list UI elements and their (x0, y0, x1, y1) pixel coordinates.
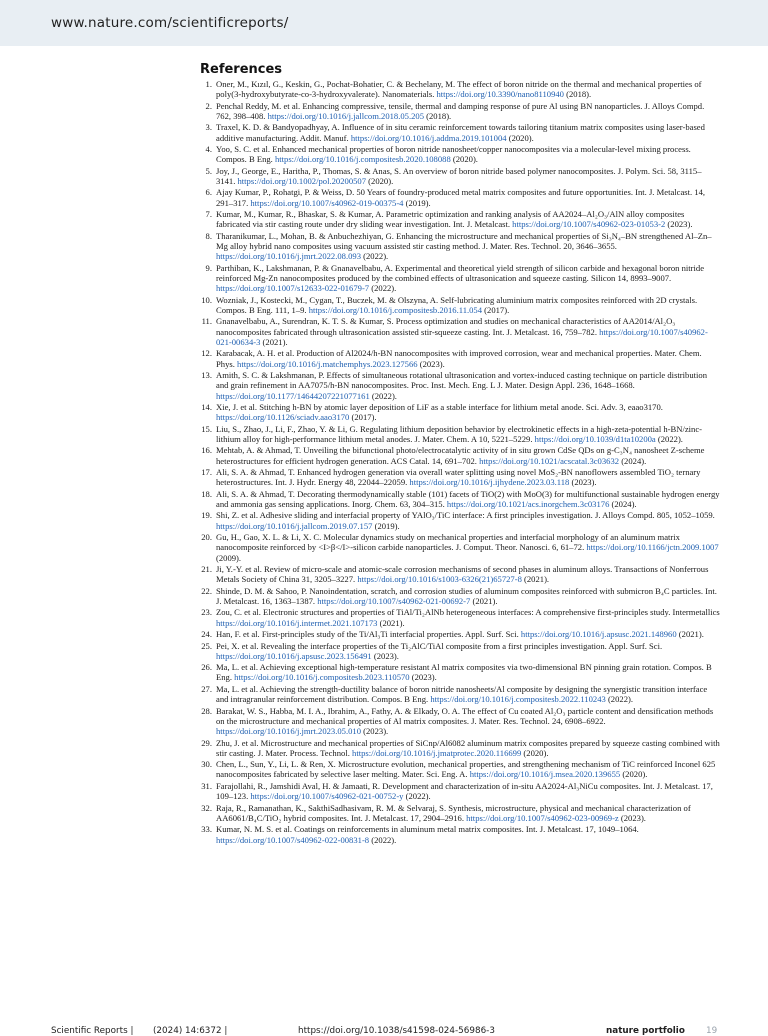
reference-text: Ajay Kumar, P., Rohatgi, P. & Weiss, D. 50 Years of foundry-produced metal matrix composites and future opportunities. Int. J. Metalcast. 14, 291–317. (216, 187, 706, 208)
reference-text: Kumar, M., Kumar, R., Bhaskar, S. & Kumar, A. Parametric optimization and ranking analysis of AA2024–Al₂O₃/AlN alloy composites fabricated via stir casting route under dry sliding wear investigation. Int. J. Metalcast. (216, 209, 685, 230)
reference-number: 13. (201, 370, 212, 380)
reference-doi-link[interactable]: https://doi.org/10.1007/s40962-021-00752-y (250, 791, 404, 802)
reference-number: 6. (205, 187, 212, 198)
reference-text: Ali, S. A. & Ahmad, T. Enhanced hydrogen generation via overall water splitting using novel MoS₂-BN nanoflowers assembled TiO₂ ternary heterostructures. Int. J. Hydr. Energy 48, 22044–22059. (216, 467, 701, 488)
reference-year: (2021). (676, 629, 704, 640)
reference-text: Kumar, N. M. S. et al. Coatings on reinforcements in aluminum metal matrix composites. Int. J. Metalcast. 17, 1049–1064. (216, 824, 639, 835)
reference-text: Zou, C. et al. Electronic structures and properties of TiAl/Ti₂AlNb heterogeneous interfaces: A comprehensive first-principles study. Intermetallics (216, 607, 720, 618)
reference-item (200, 586, 720, 607)
reference-number: 4. (205, 144, 212, 155)
reference-text: Shinde, D. M. & Sahoo, P. Nanoindentation, scratch, and corrosion studies of aluminum composites reinforced with submicron B₄C particles. Int. J. Metalcast. 16, 1363–1387. (216, 585, 717, 606)
reference-item (200, 510, 720, 531)
reference-doi-link[interactable]: https://doi.org/10.1007/s40962-022-00831-8 (216, 834, 370, 845)
reference-number: 21. (201, 564, 212, 574)
reference-item (200, 467, 720, 488)
reference-item (200, 532, 720, 563)
reference-number: 32. (201, 802, 212, 813)
reference-year: (2017). (482, 304, 510, 315)
reference-text: Mehtab, A. & Ahmad, T. Unveiling the bifunctional photo/electrocatalytic activity of in situ grown CdSe QDs on g-C₃N₄ nanosheet Z-scheme heterostructures for efficient hydrogen generation. ACS Catal. 14, 691–702. (216, 445, 705, 466)
footer-doi-link[interactable]: https://doi.org/10.1038/s41598-024-56986-3 (298, 1026, 495, 1036)
reference-number: 19. (201, 510, 212, 521)
reference-year: (2018). (424, 110, 452, 121)
reference-text: Ji, Y.-Y. et al. Review of micro-scale and atomic-scale corrosion mechanisms of second phases in aluminum alloys. Transactions of Nonferrous Metals Society of China 31, 3205–3227. (216, 564, 709, 585)
reference-year: (2023). (417, 358, 445, 369)
reference-number: 24. (201, 629, 212, 640)
reference-year: (2023). (665, 219, 693, 230)
header-bar (0, 0, 768, 46)
reference-doi-link[interactable]: https://doi.org/10.1007/s40962-023-01053-2 (512, 219, 666, 230)
reference-number: 27. (201, 683, 212, 694)
reference-text: Pei, X. et al. Revealing the interface properties of the Ti₂AlC/TiAl composite from a first principles investigation. Appl. Surf. Sci. (216, 640, 663, 651)
reference-item (200, 706, 720, 737)
reference-text: Gnanavelbabu, A., Surendran, K. T. S. & Kumar, S. Process optimization and studies on mechanical characteristics of AA2014/Al₂O₃ nanocomposites fabricated through ultrasonication assisted stir-squeeze casting. Int. J. Metalcast. 16, 759–782. (216, 316, 676, 337)
reference-year: (2020). (620, 769, 648, 780)
footer-publisher-logo: nature portfolio (606, 1026, 685, 1036)
reference-year: (2021). (470, 595, 498, 606)
reference-doi-link[interactable]: https://doi.org/10.1016/j.msea.2020.139655 (469, 769, 621, 780)
footer-page-number: 19 (706, 1026, 718, 1036)
reference-item (200, 101, 720, 122)
reference-year: (2023). (618, 812, 646, 823)
reference-text: Joy, J., George, E., Haritha, P., Thomas, S. & Anas, S. An overview of boron nitride based polymer nanocomposites. J. Polym. Sci. 58, 3115–3141. (216, 165, 702, 186)
reference-number: 23. (201, 607, 212, 618)
reference-item (200, 781, 720, 802)
reference-year: (2023). (409, 672, 437, 683)
reference-text: Karabacak, A. H. et al. Production of Al2024/h-BN nanocomposites with improved corrosion, wear and mechanical properties. Mater. Chem. Phys. (216, 348, 702, 369)
reference-doi-link[interactable]: https://doi.org/10.1007/s12633-022-01679-7 (216, 283, 370, 294)
reference-year: (2017). (349, 412, 377, 423)
reference-doi-link[interactable]: https://doi.org/10.1007/s40962-021-00692-7 (317, 595, 471, 606)
reference-item (200, 564, 720, 585)
reference-text: Xie, J. et al. Stitching h-BN by atomic layer deposition of LiF as a stable interface for lithium metal anode. Sci. Adv. 3, eaao3170. (216, 401, 663, 412)
reference-number: 11. (201, 316, 212, 327)
reference-doi-link[interactable]: https://doi.org/10.1016/j.addma.2019.101004 (350, 132, 507, 143)
footer-volume: (2024) 14:6372 | (153, 1026, 228, 1036)
reference-text: Farajollahi, R., Jamshidi Aval, H. & Jamaati, R. Development and characterization of in-situ AA2024-Al₃NiCu composites. Int. J. Metalcast. 17, 109–123. (216, 780, 713, 802)
reference-number: 22. (201, 585, 212, 596)
reference-doi-link[interactable]: https://doi.org/10.1166/jctn.2009.1007 (586, 542, 719, 553)
reference-doi-link[interactable]: https://doi.org/10.1021/acs.inorgchem.3c03176 (446, 498, 610, 509)
reference-number: 7. (205, 209, 212, 220)
reference-year: (2009). (216, 552, 242, 563)
reference-text: Penchal Reddy, M. et al. Enhancing compressive, tensile, thermal and damping response of pure Al using BN nanoparticles. J. Alloys Compd. 762, 398–408. (216, 100, 705, 121)
reference-item (200, 402, 720, 423)
reference-year: (2022). (369, 283, 397, 294)
reference-number: 29. (201, 737, 212, 748)
reference-item (200, 684, 720, 705)
reference-item (200, 263, 720, 294)
reference-year: (2023). (569, 477, 597, 488)
reference-text: Tharanikumar, L., Mohan, B. & Anbuchezhiyan, G. Enhancing the microstructure and mechanical properties of Si₃N₄–BN strengthened Al–Zn–Mg alloy hybrid nano composites using vacuum assisted stir casting method. J. Mater. Res. Technol. 20, 3646–3655. (216, 230, 712, 252)
reference-year: (2022). (403, 791, 431, 802)
reference-item (200, 662, 720, 683)
reference-doi-link[interactable]: https://doi.org/10.1007/s40962-019-00375-4 (250, 197, 404, 208)
reference-number: 20. (201, 532, 212, 543)
reference-text: Traxel, K. D. & Bandyopadhyay, A. Influence of in situ ceramic reinforcement towards tailoring titanium matrix composites using laser-based additive manufacturing. Addit. Manuf. (216, 122, 705, 143)
reference-item (200, 803, 720, 824)
reference-number: 15. (201, 423, 212, 434)
reference-item (200, 370, 720, 401)
reference-number: 3. (205, 122, 212, 133)
reference-doi-link[interactable]: https://doi.org/10.1126/sciadv.aao3170 (216, 412, 350, 423)
reference-text: Wozniak, J., Kostecki, M., Cygan, T., Buczek, M. & Olszyna, A. Self-lubricating aluminium matrix composites reinforced with 2D crystals. Compos. B Eng. 111, 1–9. (216, 294, 698, 315)
reference-doi-link[interactable]: https://doi.org/10.1016/j.compositesb.2016.11.054 (308, 304, 483, 315)
reference-doi-link[interactable]: https://doi.org/10.1016/j.jallcom.2019.07.157 (216, 520, 373, 531)
reference-doi-link[interactable]: https://doi.org/10.1016/j.apsusc.2023.156491 (216, 650, 372, 661)
reference-item (200, 348, 720, 369)
site-url[interactable]: www.nature.com/scientificreports/ (51, 15, 289, 31)
reference-doi-link[interactable]: https://doi.org/10.1016/j.jmrt.2022.08.093 (216, 251, 361, 262)
reference-year: (2024). (609, 498, 637, 509)
reference-item (200, 79, 720, 100)
reference-doi-link[interactable]: https://doi.org/10.1016/j.compositesb.2023.110570 (234, 672, 410, 683)
reference-item (200, 445, 720, 466)
reference-item (200, 144, 720, 165)
reference-number: 25. (201, 640, 212, 651)
reference-text: Liu, S., Zhao, J., Li, F., Zhao, Y. & Li, G. Regulating lithium deposition behavior by electrokinetic effects in a high-zeta-potential h-BN/zinc-lithium alloy for high-performance lithium metal anodes. J. Mater. Chem. A 10, 5221–5229. (216, 423, 703, 444)
reference-year: (2021). (377, 617, 405, 628)
reference-item (200, 738, 720, 759)
reference-item (200, 122, 720, 143)
reference-number: 8. (205, 230, 212, 241)
reference-item (200, 187, 720, 208)
reference-year: (2022). (369, 390, 397, 401)
reference-number: 16. (201, 445, 212, 456)
reference-doi-link[interactable]: https://doi.org/10.1007/s40962-023-00969-z (466, 812, 619, 823)
reference-text: Chen, L., Sun, Y., Li, L. & Ren, X. Microstructure evolution, mechanical properties, and strengthening mechanism of TiC reinforced Inconel 625 nanocomposites fabricated by selective laser melting. Mater. Sci. Eng. A. (216, 759, 716, 780)
reference-number: 26. (201, 662, 212, 673)
reference-item (200, 316, 720, 347)
footer-journal: Scientific Reports | (51, 1026, 134, 1036)
reference-doi-link[interactable]: https://doi.org/10.3390/nano8110940 (436, 89, 564, 100)
reference-doi-link[interactable]: https://doi.org/10.1016/j.intermet.2021.107173 (216, 617, 378, 628)
reference-text: Yoo, S. C. et al. Enhanced mechanical properties of boron nitride nanosheet/copper nanocomposites via a molecular-level mixing process. Compos. B Eng. (216, 144, 691, 165)
reference-year: (2023). (371, 650, 399, 661)
reference-doi-link[interactable]: https://doi.org/10.1016/j.apsusc.2021.148960 (520, 629, 677, 640)
reference-number: 18. (201, 488, 212, 499)
reference-item (200, 607, 720, 628)
reference-number: 17. (201, 467, 212, 477)
reference-number: 12. (201, 348, 212, 359)
reference-number: 10. (201, 294, 212, 305)
reference-year: (2024). (619, 455, 647, 466)
reference-doi-link[interactable]: https://doi.org/10.1021/acscatal.3c03632 (479, 455, 620, 466)
references-heading: References (200, 62, 283, 77)
reference-text: Raja, R., Ramanathan, K., SakthiSadhasivam, R. M. & Selvaraj, S. Synthesis, microstructure, physical and mechanical characterization of AA6061/B₄C/TiO₂ hybrid composites. Int. J. Metalcast. 17, 2904–2916. (216, 802, 691, 823)
reference-text: Parthiban, K., Lakshmanan, P. & Gnanavelbabu, A. Experimental and theoretical yield strength of silicon carbide and hexagonal boron nitride reinforced Mg-Zn nanocomposites produced by the combined effects of ultrasonication and squeeze casting. Silicon 14, 8993–9007. (216, 262, 705, 283)
reference-number: 31. (201, 780, 212, 791)
reference-doi-link[interactable]: https://doi.org/10.1007/s40962-021-00634-3 (216, 326, 708, 347)
reference-doi-link[interactable]: https://doi.org/10.1016/j.jallcom.2018.05.205 (267, 110, 424, 121)
reference-text: Han, F. et al. First-principles study of the Ti/Al₃Ti interfacial properties. Appl. Surf. Sci. (216, 629, 521, 640)
reference-number: 28. (201, 705, 212, 716)
reference-number: 9. (205, 262, 212, 273)
reference-item (200, 641, 720, 662)
reference-number: 2. (205, 100, 212, 111)
reference-doi-link[interactable]: https://doi.org/10.1002/pol.20200507 (237, 176, 367, 186)
reference-doi-link[interactable]: https://doi.org/10.1039/d1ta10200a (534, 433, 656, 444)
reference-item (200, 231, 720, 262)
reference-number: 14. (201, 401, 212, 412)
reference-number: 1. (205, 79, 212, 89)
reference-list (200, 79, 720, 845)
reference-text: Ali, S. A. & Ahmad, T. Decorating thermodynamically stable (101) facets of TiO(2) with MoO(3) for multifunctional sustainable hydrogen energy and ammonia gas sensing applications. Inorg. Chem. 63, 304–315. (216, 488, 720, 509)
reference-text: Zhu, J. et al. Microstructure and mechanical properties of SiCnp/Al6082 aluminum matrix composites prepared by squeeze casting combined with stir casting. J. Mater. Process. Technol. (216, 737, 720, 758)
reference-text: Barakat, W. S., Habba, M. I. A., Ibrahim, A., Fathy, A. & Elkady, O. A. The effect of Cu coated Al₂O₃ particle content and densification methods on the microstructure and mechanical properties of Al matrix composites. J. Mater. Res. Technol. 24, 6908–6922. (216, 705, 714, 726)
reference-item (200, 295, 720, 316)
reference-year: (2020). (521, 747, 549, 758)
reference-year: (2021). (521, 574, 550, 585)
reference-year: (2019). (403, 197, 431, 208)
reference-number: 33. (201, 824, 212, 835)
reference-doi-link[interactable]: https://doi.org/10.1016/j.jmatprotec.2020.116699 (352, 747, 522, 758)
reference-number: 5. (205, 165, 212, 176)
reference-doi-link[interactable]: https://doi.org/10.1016/j.compositesb.2020.108088 (274, 154, 451, 165)
reference-doi-link[interactable]: https://doi.org/10.1177/14644207221077161 (216, 390, 370, 401)
reference-year: (2022). (369, 834, 397, 845)
reference-year: (2020). (506, 132, 534, 143)
reference-year: (2018). (563, 89, 592, 100)
reference-year: (2023). (361, 726, 389, 737)
reference-year: (2022). (361, 251, 389, 262)
reference-item (200, 166, 720, 187)
reference-text: Oner, M., Kızıl, G., Keskin, G., Pochat-Bohatier, C. & Bechelany, M. The effect of boron nitride on the thermal and mechanical properties of poly(3-hydroxybutyrate-co-3-hydroxyvalerate). Nanomaterials. (216, 79, 702, 100)
reference-year: (2019). (372, 520, 400, 531)
reference-text: Amith, S. C. & Lakshmanan, P. Effects of simultaneous rotational ultrasonication and vortex-induced casting technique on particle distribution and grain refinement in AA7075/h-BN nanocomposites. Proc. Inst. Mech. Eng. L J. Mater. Design Appl. 236, 1648–1668. (216, 370, 708, 391)
reference-item (200, 424, 720, 445)
reference-number: 30. (201, 759, 212, 770)
reference-doi-link[interactable]: https://doi.org/10.1016/j.matchemphys.2023.127566 (237, 358, 418, 369)
reference-item (200, 759, 720, 780)
reference-item (200, 489, 720, 510)
reference-year: (2020). (450, 154, 478, 165)
reference-year: (2022). (655, 433, 683, 444)
reference-item (200, 629, 720, 639)
references-section (200, 62, 720, 846)
reference-text: Ma, L. et al. Achieving the strength-ductility balance of boron nitride nanosheets/Al composite by designing the synergistic transition interface and intragranular reinforcement distribution. Compos. B Eng. (216, 683, 708, 705)
reference-year: (2020). (366, 176, 394, 186)
reference-year: (2021). (260, 336, 288, 347)
reference-doi-link[interactable]: https://doi.org/10.1016/j.ijhydene.2023.03.118 (409, 477, 570, 488)
reference-text: Gu, H., Gao, X. L. & Li, X. C. Molecular dynamics study on mechanical properties and interfacial morphology of an aluminum matrix nanocomposite reinforced by <I>β</I>-silicon carbide nanoparticles. J. Comput. Theor. Nanosci. 6, 61–72. (216, 532, 680, 553)
reference-doi-link[interactable]: https://doi.org/10.1016/j.compositesb.2022.110243 (430, 694, 606, 705)
reference-doi-link[interactable]: https://doi.org/10.1016/s1003-6326(21)65727-8 (357, 574, 522, 585)
reference-text: Shi, Z. et al. Adhesive sliding and interfacial property of YAlO₃/TiC interface: A first principles investigation. J. Alloys Compd. 805, 1052–1059. (216, 510, 715, 521)
reference-year: (2022). (605, 694, 634, 705)
reference-item (200, 209, 720, 230)
reference-item (200, 824, 720, 845)
reference-text: Ma, L. et al. Achieving exceptional high-temperature resistant Al matrix composites via two-dimensional BN pinning grain rotation. Compos. B Eng. (216, 662, 712, 683)
reference-doi-link[interactable]: https://doi.org/10.1016/j.jmrt.2023.05.010 (216, 726, 361, 737)
